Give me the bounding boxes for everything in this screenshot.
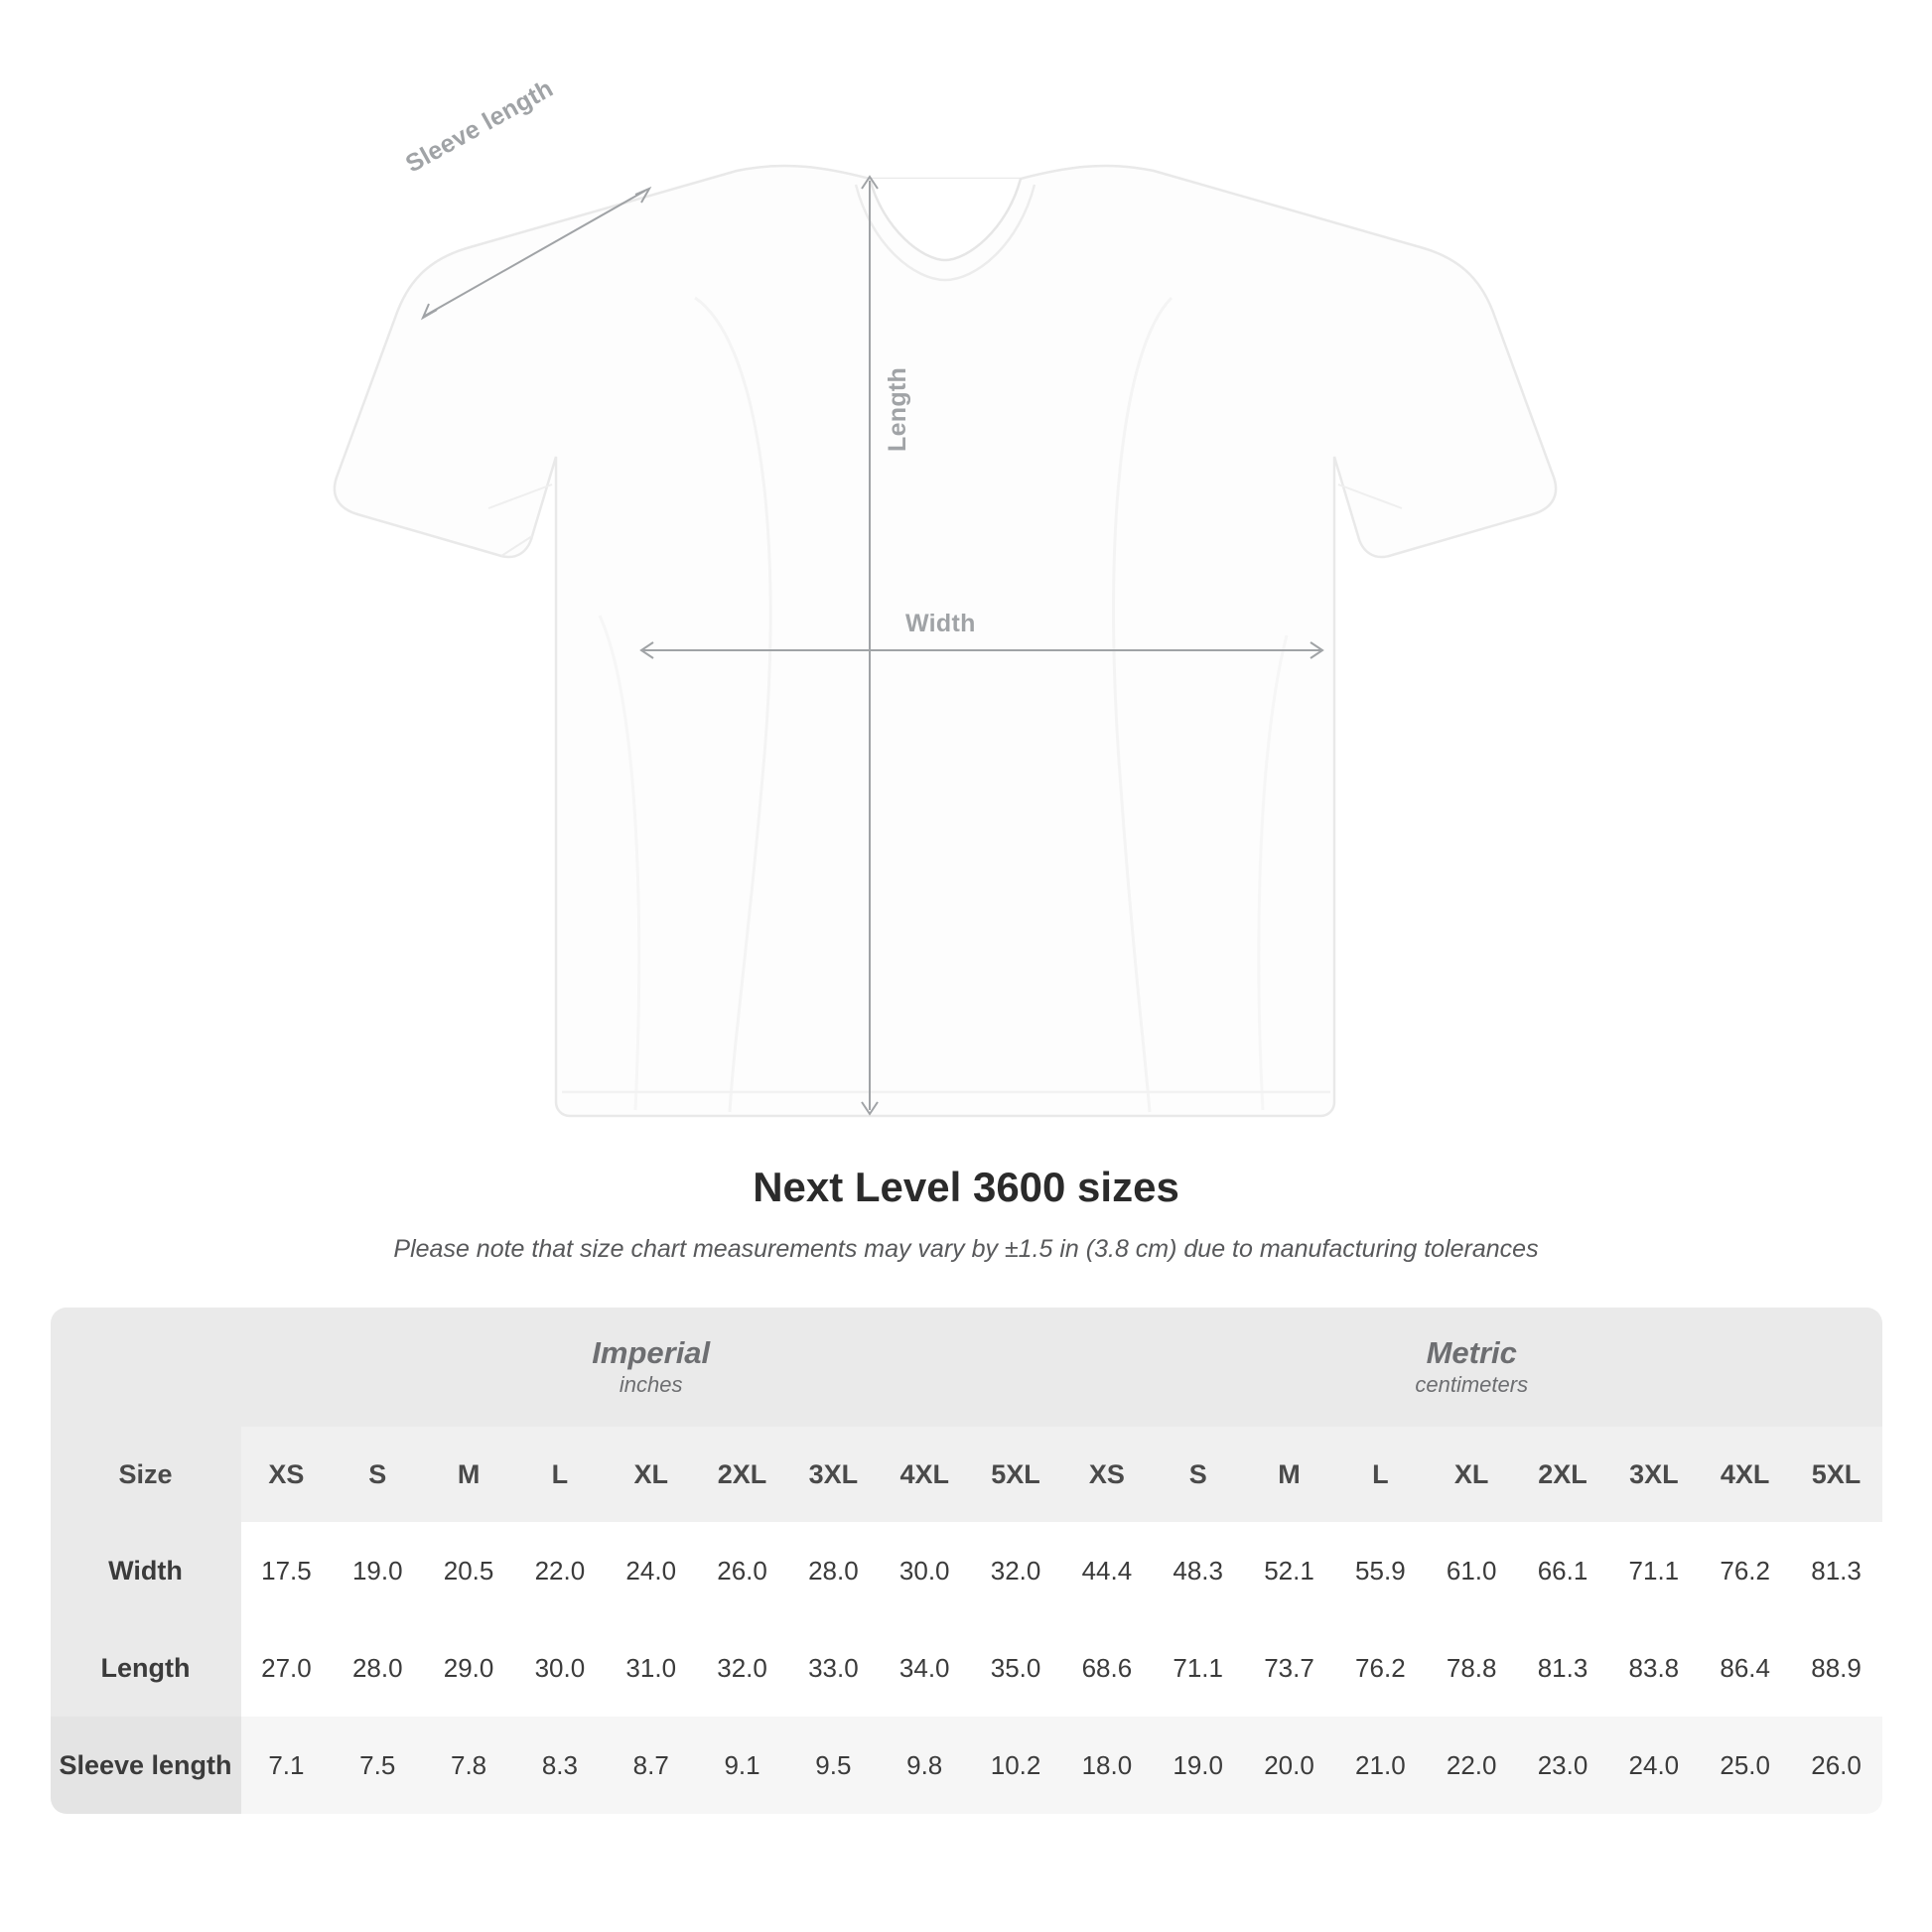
cell-sleeve-0: 7.1 (241, 1717, 333, 1814)
cell-sleeve-9: 18.0 (1061, 1717, 1153, 1814)
size-header-2xl-metric: 2XL (1517, 1427, 1608, 1522)
cell-length-7: 34.0 (879, 1619, 970, 1717)
cell-sleeve-8: 10.2 (970, 1717, 1061, 1814)
size-header-row (51, 1427, 1882, 1522)
cell-sleeve-5: 9.1 (697, 1717, 788, 1814)
size-header-4xl-imperial: 4XL (879, 1427, 970, 1522)
cell-width-2: 20.5 (423, 1522, 514, 1619)
cell-width-8: 32.0 (970, 1522, 1061, 1619)
table-row (51, 1619, 1882, 1717)
cell-length-12: 76.2 (1334, 1619, 1426, 1717)
cell-sleeve-12: 21.0 (1334, 1717, 1426, 1814)
size-header-label: Size (51, 1427, 241, 1522)
cell-width-10: 48.3 (1153, 1522, 1244, 1619)
page-title: Next Level 3600 sizes (753, 1164, 1179, 1210)
cell-width-11: 52.1 (1244, 1522, 1335, 1619)
size-header-xs-imperial: XS (241, 1427, 333, 1522)
row-label-length: Length (51, 1619, 241, 1717)
unit-metric-name: Metric (1426, 1334, 1517, 1370)
cell-sleeve-1: 7.5 (332, 1717, 423, 1814)
size-header-5xl-metric: 5XL (1791, 1427, 1882, 1522)
size-header-l-imperial: L (514, 1427, 606, 1522)
size-header-s-imperial: S (332, 1427, 423, 1522)
unit-imperial-cell (241, 1308, 1061, 1427)
cell-width-15: 71.1 (1608, 1522, 1700, 1619)
unit-corner-cell (51, 1308, 241, 1427)
size-header-2xl-imperial: 2XL (697, 1427, 788, 1522)
cell-sleeve-13: 22.0 (1426, 1717, 1517, 1814)
cell-length-8: 35.0 (970, 1619, 1061, 1717)
size-header-xs-metric: XS (1061, 1427, 1153, 1522)
cell-length-2: 29.0 (423, 1619, 514, 1717)
width-dimension-label: Width (905, 610, 976, 637)
cell-length-16: 86.4 (1700, 1619, 1791, 1717)
cell-width-3: 22.0 (514, 1522, 606, 1619)
sleeve-length-dimension-label: Sleeve length (401, 73, 558, 179)
cell-width-16: 76.2 (1700, 1522, 1791, 1619)
size-header-3xl-metric: 3XL (1608, 1427, 1700, 1522)
cell-sleeve-10: 19.0 (1153, 1717, 1244, 1814)
unit-metric-sub: centimeters (1415, 1371, 1529, 1397)
length-dimension-label: Length (884, 366, 911, 452)
size-header-5xl-imperial: 5XL (970, 1427, 1061, 1522)
size-header-l-metric: L (1334, 1427, 1426, 1522)
cell-length-1: 28.0 (332, 1619, 423, 1717)
cell-sleeve-3: 8.3 (514, 1717, 606, 1814)
cell-width-5: 26.0 (697, 1522, 788, 1619)
size-table (51, 1308, 1882, 1814)
cell-length-13: 78.8 (1426, 1619, 1517, 1717)
size-header-xl-metric: XL (1426, 1427, 1517, 1522)
cell-sleeve-15: 24.0 (1608, 1717, 1700, 1814)
cell-sleeve-4: 8.7 (606, 1717, 697, 1814)
cell-length-4: 31.0 (606, 1619, 697, 1717)
cell-sleeve-11: 20.0 (1244, 1717, 1335, 1814)
cell-sleeve-17: 26.0 (1791, 1717, 1882, 1814)
cell-length-3: 30.0 (514, 1619, 606, 1717)
size-header-3xl-imperial: 3XL (787, 1427, 879, 1522)
cell-length-15: 83.8 (1608, 1619, 1700, 1717)
cell-width-6: 28.0 (787, 1522, 879, 1619)
cell-width-9: 44.4 (1061, 1522, 1153, 1619)
cell-length-9: 68.6 (1061, 1619, 1153, 1717)
cell-length-5: 32.0 (697, 1619, 788, 1717)
table-row (51, 1522, 1882, 1619)
row-label-sleeve-length: Sleeve length (51, 1717, 241, 1814)
cell-length-17: 88.9 (1791, 1619, 1882, 1717)
size-table-wrapper (51, 1308, 1882, 1814)
cell-width-4: 24.0 (606, 1522, 697, 1619)
cell-length-6: 33.0 (787, 1619, 879, 1717)
cell-length-14: 81.3 (1517, 1619, 1608, 1717)
cell-width-0: 17.5 (241, 1522, 333, 1619)
cell-sleeve-6: 9.5 (787, 1717, 879, 1814)
size-header-m-metric: M (1244, 1427, 1335, 1522)
unit-imperial-name: Imperial (592, 1334, 711, 1370)
cell-width-13: 61.0 (1426, 1522, 1517, 1619)
cell-length-11: 73.7 (1244, 1619, 1335, 1717)
shirt-shape (335, 166, 1556, 1116)
unit-metric-cell (1061, 1308, 1882, 1427)
cell-length-10: 71.1 (1153, 1619, 1244, 1717)
cell-sleeve-2: 7.8 (423, 1717, 514, 1814)
size-header-s-metric: S (1153, 1427, 1244, 1522)
cell-sleeve-16: 25.0 (1700, 1717, 1791, 1814)
cell-width-7: 30.0 (879, 1522, 970, 1619)
cell-width-12: 55.9 (1334, 1522, 1426, 1619)
unit-imperial-sub: inches (619, 1371, 683, 1397)
size-header-4xl-metric: 4XL (1700, 1427, 1791, 1522)
cell-width-17: 81.3 (1791, 1522, 1882, 1619)
tolerance-note: Please note that size chart measurements may vary by ±1.5 in (3.8 cm) due to manufacturing tolerances (393, 1235, 1539, 1263)
row-label-width: Width (51, 1522, 241, 1619)
size-header-xl-imperial: XL (606, 1427, 697, 1522)
unit-header-row (51, 1308, 1882, 1427)
cell-width-1: 19.0 (332, 1522, 423, 1619)
table-row (51, 1717, 1882, 1814)
cell-sleeve-7: 9.8 (879, 1717, 970, 1814)
cell-length-0: 27.0 (241, 1619, 333, 1717)
cell-width-14: 66.1 (1517, 1522, 1608, 1619)
size-header-m-imperial: M (423, 1427, 514, 1522)
cell-sleeve-14: 23.0 (1517, 1717, 1608, 1814)
